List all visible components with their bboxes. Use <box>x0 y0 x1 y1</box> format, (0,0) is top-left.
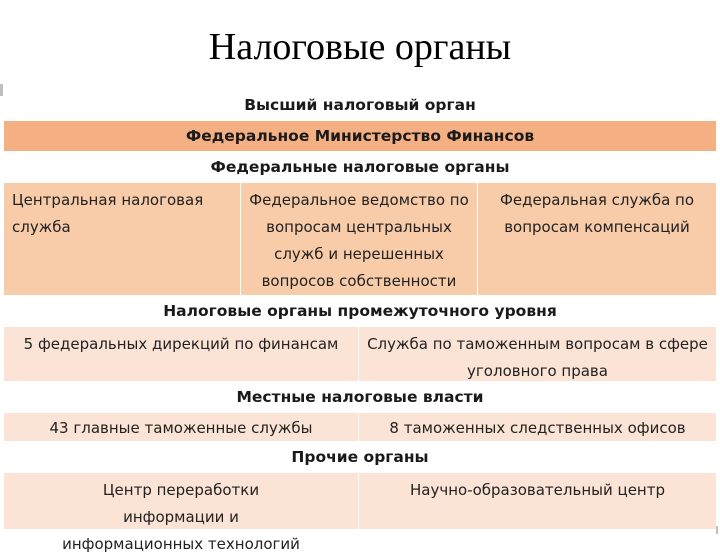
table-cell: Федеральная служба по вопросам компенсаций <box>499 191 695 236</box>
table-cell: 8 таможенных следственных офисов <box>389 419 686 437</box>
table-row-intermediate-heading <box>4 297 716 327</box>
table-cell: Центральная налоговая служба <box>4 183 241 295</box>
table-row-local-bodies <box>4 413 716 443</box>
table-cell: Федеральное ведомство по вопросам центральных служб и нерешенных вопросов собственности <box>241 183 478 295</box>
table-row-other-bodies <box>4 473 716 553</box>
table-row-top-authority <box>4 91 716 121</box>
row-heading: Высший налоговый орган <box>244 96 476 114</box>
page-title: Налоговые органы <box>208 26 512 68</box>
edge-marker <box>0 84 3 96</box>
table-cell: Научно-образовательный центр <box>410 481 665 499</box>
row-heading: Федеральные налоговые органы <box>210 158 510 176</box>
table-row-local-heading <box>4 383 716 413</box>
edge-marker <box>716 526 718 534</box>
row-heading: Налоговые органы промежуточного уровня <box>163 302 557 320</box>
row-heading: Прочие органы <box>291 448 429 466</box>
row-heading: Местные налоговые власти <box>236 388 484 406</box>
table-cell: Служба по таможенным вопросам в сфере уголовного права <box>367 335 708 380</box>
table-row-intermediate-bodies <box>4 327 716 383</box>
table-row-ministry <box>4 121 716 153</box>
table-cell: 43 главные таможенные службы <box>4 413 359 441</box>
table-row-other-heading <box>4 443 716 473</box>
table-row-federal-heading <box>4 153 716 183</box>
tax-authorities-table <box>4 91 716 553</box>
row-heading: Федеральное Министерство Финансов <box>185 127 535 145</box>
table-cell: Центр переработки информации и информационных технологий <box>4 473 359 529</box>
table-cell: 5 федеральных дирекций по финансам <box>4 327 359 381</box>
table-row-federal-bodies <box>4 183 716 297</box>
